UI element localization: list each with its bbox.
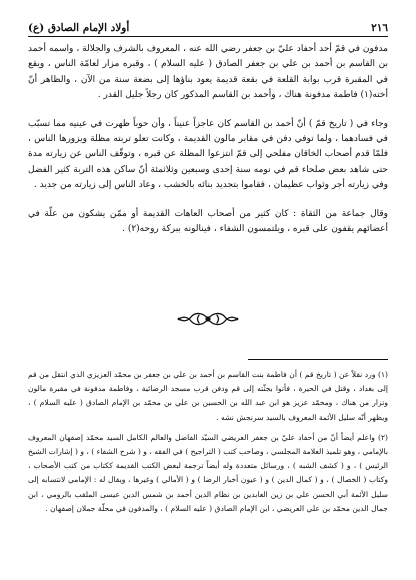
main-text (28, 42, 388, 250)
footnote-1: (١) ورد نقلاً عن ( تاريخ قم ) أن فاطمة بنت القاسم بن أحمد بن علي بن جعفر بن محمّد العزيزي الذي انتقل من قم إلى بغداد ، وقتل في الحيرة ، فأتوا بجثّته إلى قم ودفن قرب مسجد الرضائية ، وفاطمة مدفونة في مقبرة مالون وتزار من هناك ، ومحمّد عزيز هو ابن عبد الله بن الحسين بن علي بن محمّد بن الإمام الصادق ( عليه السلام ) ، ويظهر أنّه سليل الأئمة المعروف بالسيد سرنجش نشه . (28, 370, 388, 422)
footnote-rule (248, 359, 388, 360)
paragraph-2: وجاء في ( تاريخ قمّ ) أنّ أحمد بن القاسم كان عاجزاً عنيناً ، وأن حوباً ظهرت في عينيه مما تسبّب في فسادهما ، ولما توفي دفن في مقابر مالون القديمة ، وكانت تعلو تربته مظلة ويزورها الناس ، فلمّا قدم أصحاب الخاقان مفلحي إلى قمّ انتزعوا المظلة عن قبره ، وتوقّف الناس عن زيارته مدة حتى شاهد بعض صلحاء قم في نومه سنة إحدى وسبعين وثلاثمئة أنّ ساكن هذه التربة كثير الفضل وفي زيارته أجر وثواب عظيمان ، فقاموا بتجديد بنائه بالخشب ، وعاد الناس إلى زيارته من جديد . (28, 118, 388, 191)
footnotes (28, 368, 388, 522)
paragraph-3: وقال جماعة من الثقاة : كان كثير من أصحاب العاهات القديمة أو ممّن يشكون من علّة في أعضائهم يقفون على قبره ، ويلتمسون الشفاء ، فينالونه ببركة روحه(٢) . (28, 208, 388, 235)
floral-ornament-icon (0, 310, 416, 328)
paragraph-1: مدفون في قمّ أحد أحفاد عليّ بن جعفر رضي الله عنه ، المعروف بالشرف والجلالة ، واسمه أحمد بن القاسم بن أحمد بن علي بن جعفر الصادق ( عليه السلام ) ، وقبره مزار لعامّة الناس ، ويقع في المقبرة قرب بوابة القلعة في بقعة قديمة يعود بناؤها إلى بضعة سنة من الآن ، والظاهر أنّ أخته(١) فاطمة مدفونة هناك ، وأحمد بن القاسم المذكور كان رجلاً جليل القدر . (28, 44, 388, 101)
running-title: أولاد الإمام الصادق (ع) (28, 22, 130, 34)
footnote-2: (٢) واعلم أيضاً أنّ من أحفاد عليّ بن جعفر العريضي السيّد الفاضل والعالم الكامل السيد محمّد إصفهان المعروف بالإمامي ، وهو تلميذ العلامة المجلسي ، وصاحب كتب ( التراجيح ) في الفقه ، و ( شرح الشفاء ) ، و ( إشارات الشيخ الرئيس ) ، و ( كشف الشبه ) ، ورسائل متعددة وله أيضاً ترجمة لبعض الكتب القديمة ككتاب من كتب الأصحاب ، وكتاب ( الخصال ) ، و ( كمال الدين ) و ( عيون أخبار الرضا ) و ( الأمالي ) وغيرها ، ويقال له : الإمامي لانتسابه إلى سليل الأئمة أبي الحسن علي بن زين العابدين بن نظام الدين أحمد بن شمس الدين عيسى الملقب بالرومي ، ابن جمال الدين محمّد بن علي العريضي ، ابن الإمام الصادق ( عليه السلام ) ، والمدفون في محلّة جملان إصفهان . (28, 432, 388, 513)
page-number: ٢١٦ (371, 22, 388, 34)
running-header (28, 14, 388, 34)
header-rule (28, 36, 388, 37)
